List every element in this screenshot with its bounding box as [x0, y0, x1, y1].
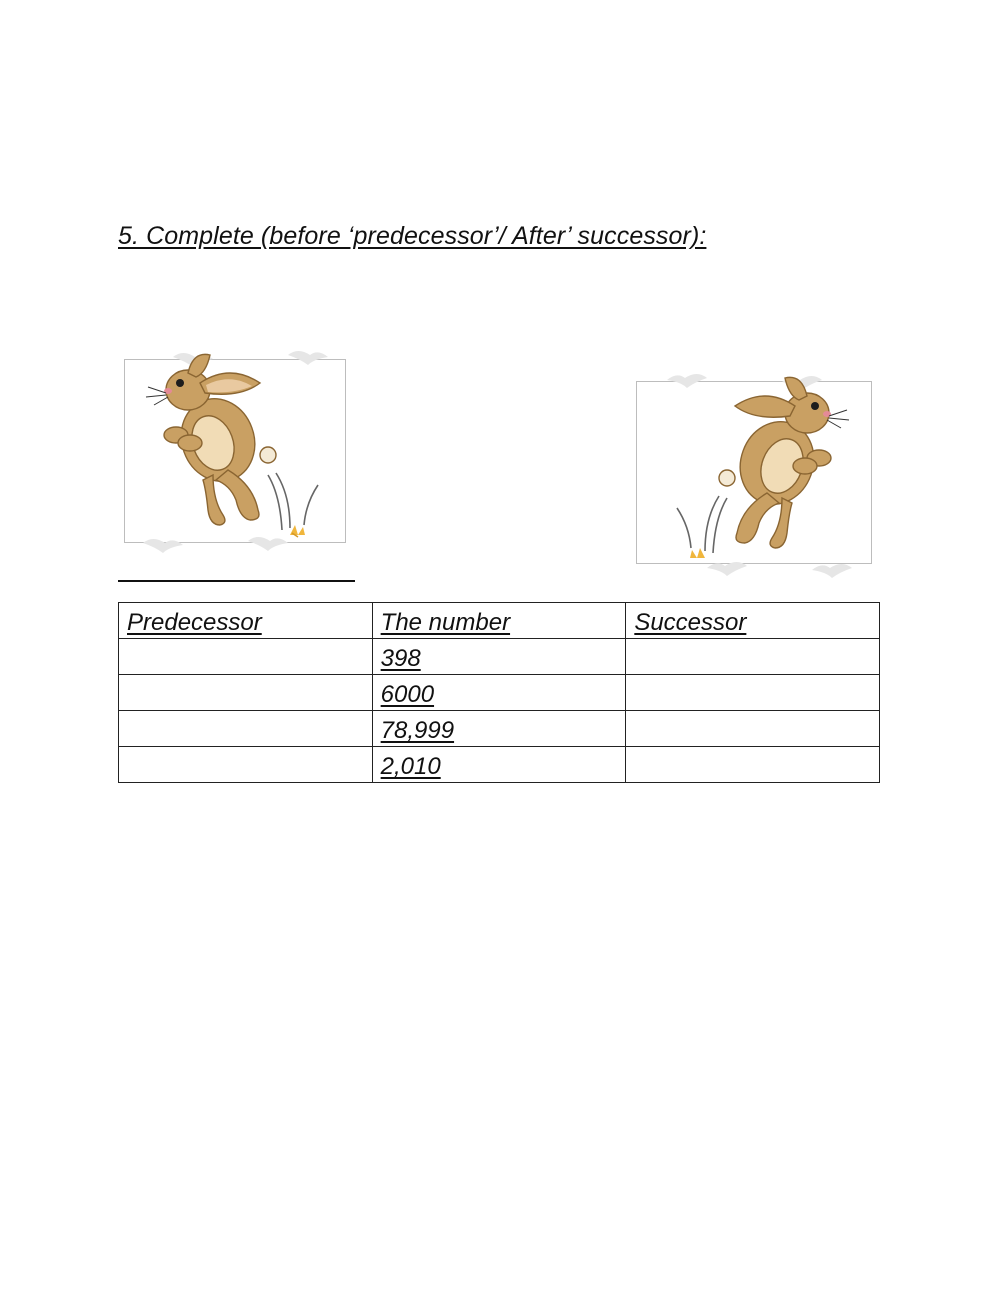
table-row	[119, 675, 880, 711]
rabbit-illustration-left	[118, 345, 353, 557]
number-cell: 2,010	[372, 747, 626, 783]
answer-underline	[118, 580, 355, 582]
predecessor-answer-cell[interactable]	[119, 711, 373, 747]
header-cell-predecessor: Predecessor	[119, 603, 373, 639]
table-row	[119, 711, 880, 747]
table-row	[119, 747, 880, 783]
number-cell: 398	[372, 639, 626, 675]
number-cell: 6000	[372, 675, 626, 711]
predecessor-answer-cell[interactable]	[119, 747, 373, 783]
predecessor-answer-cell[interactable]	[119, 675, 373, 711]
successor-answer-cell[interactable]	[626, 675, 880, 711]
number-cell: 78,999	[372, 711, 626, 747]
header-cell-successor: Successor	[626, 603, 880, 639]
table-header-row	[119, 603, 880, 639]
predecessor-successor-table	[118, 602, 880, 783]
exercise-heading: 5. Complete (before ‘predecessor’/ After’ successor):	[118, 222, 707, 250]
successor-answer-cell[interactable]	[626, 747, 880, 783]
table-row	[119, 639, 880, 675]
predecessor-answer-cell[interactable]	[119, 639, 373, 675]
rabbit-image-left	[118, 345, 353, 557]
successor-answer-cell[interactable]	[626, 639, 880, 675]
rabbit-illustration-right	[632, 368, 877, 583]
rabbit-image-right	[632, 368, 877, 583]
successor-answer-cell[interactable]	[626, 711, 880, 747]
header-cell-number: The number	[372, 603, 626, 639]
